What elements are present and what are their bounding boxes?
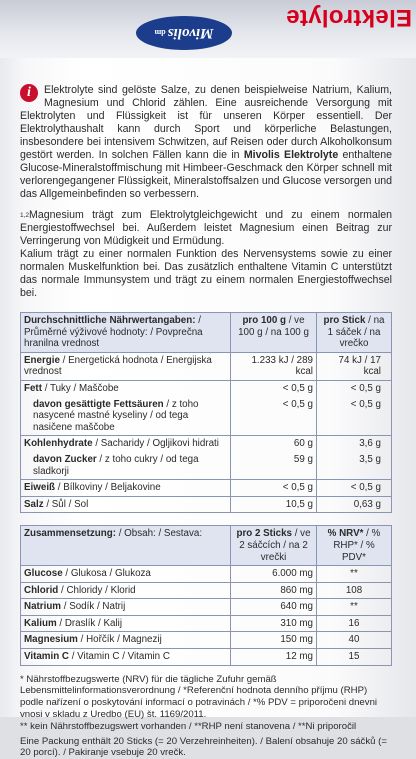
product-title-text: Elektrolyte bbox=[285, 4, 412, 31]
table-row: Energie / Energetická hodnota / Energijska vrednost 1.233 kJ / 289 kcal 74 kJ / 17 kcal bbox=[21, 352, 392, 380]
intro-text-1: Elektrolyte sind gelöste Salze, zu denen beispielweise Natrium, Kalium, Magnesium und Chlorid zählen. Eine ausreichende Versorgung mit Elektrolyten und Flüssigkeit ist für unseren Körper essentiell. Der Elektrolythaushalt kann durch Sport und körperliche Belastungen, insbesondere bei intensivem Schwitzen, auf Reisen oder durch Alkoholkonsum gestört werden. In solchen Fällen kann die in bbox=[20, 84, 392, 161]
logo-text: Mivolis bbox=[167, 25, 214, 42]
table-row: Chlorid / Chloridy / Klorid 860 mg 108 bbox=[21, 582, 392, 599]
nutrition-header-per100: pro 100 g / ve 100 g / na 100 g bbox=[231, 313, 317, 353]
info-icon: i bbox=[20, 84, 38, 102]
nutrition-header-label: Durchschnittliche Nährwertangaben: / Průměrné výživové hodnoty: / Povprečna hranilna vrednost bbox=[21, 313, 231, 353]
intro-brand-bold: Mivolis Elektrolyte bbox=[243, 149, 339, 161]
table-row: Kalium / Draslík / Kalij 310 mg 16 bbox=[21, 615, 392, 632]
kalium-claim-text: Kalium trägt zu einer normalen Funktion des Nervensystems sowie zu einer normalen Muskelfunktion bei. Das zusätzlich enthaltene Vitamin C unterstützt das normale Immunsystem und trägt zu einem normalen Energiestoffwechsel bei. bbox=[20, 248, 392, 299]
table-row: davon gesättigte Fettsäuren / z toho nasycené mastné kyseliny / od tega nasičene maščobe < 0,5 g < 0,5 g bbox=[21, 397, 392, 436]
footnotes bbox=[20, 674, 392, 759]
magnesium-claim-text: Magnesium trägt zum Elektrolytgleichgewicht und zu einem normalen Energiestoffwechsel bei. Außerdem leistet Magnesium einen Beitrag zur Verringerung von Müdigkeit und Ermüdung. bbox=[20, 209, 392, 247]
mivolis-logo bbox=[136, 16, 232, 50]
table-row: Natrium / Sodík / Natrij 640 mg ** bbox=[21, 599, 392, 616]
kalium-claim bbox=[20, 248, 392, 300]
table-row: Glucose / Glukosa / Glukoza 6.000 mg ** bbox=[21, 566, 392, 583]
logo-sub: dm bbox=[154, 28, 166, 38]
table-row: davon Zucker / z toho cukry / od tega sladkorji 59 g 3,5 g bbox=[21, 452, 392, 480]
claim-superscript: 1,2 bbox=[20, 212, 30, 219]
footnote-nrv: * Nährstoffbezugswerte (NRV) für die tägliche Zufuhr gemäß Lebensmittelinformationsverordnung / *Referenční hodnota denního příjmu (RHP) podle nařízení o poskytování informací o potravinách / *% PDV = priporočeni dnevni vnosi v skladu z Uredbo (EU) št. 1169/2011. bbox=[20, 673, 378, 721]
nutrition-header-row bbox=[21, 313, 392, 353]
nutrition-table bbox=[20, 312, 392, 513]
nutrition-header-perstick: pro Stick / na 1 sáček / na vrečko bbox=[317, 313, 392, 353]
table-row: Magnesium / Hořčík / Magnezij 150 mg 40 bbox=[21, 632, 392, 649]
composition-header-nrv: % NRV* / % RHP* / % PDV* bbox=[317, 526, 392, 566]
table-row: Kohlenhydrate / Sacharidy / Ogljikovi hidrati 60 g 3,6 g bbox=[21, 436, 392, 452]
label-content bbox=[20, 84, 392, 759]
composition-header-row bbox=[21, 526, 392, 566]
footnote-no-value: ** kein Nährstoffbezugswert vorhanden / **RHP není stanovena / **Ni priporočil bbox=[20, 720, 357, 732]
magnesium-claim bbox=[20, 209, 392, 248]
intro-text-2: enthaltene Glucose-Mineralstoffmischung mit Himbeer-Geschmack den Körper schnell mit verlorengegangener Flüssigkeit, Mineralstoffsalzen und Glucose versorgen und das Allgemeinbefinden so verbessern. bbox=[20, 149, 392, 200]
composition-header-per2: pro 2 Sticks / ve 2 sáčcích / na 2 vrečki bbox=[231, 526, 317, 566]
composition-table bbox=[20, 525, 392, 665]
composition-header-label: Zusammensetzung: / Obsah: / Sestava: bbox=[21, 526, 231, 566]
table-row: Salz / Sůl / Sol 10,5 g 0,63 g bbox=[21, 496, 392, 513]
intro-paragraph bbox=[20, 84, 392, 201]
package-contents-note: Eine Packung enthält 20 Sticks (= 20 Verzehreinheiten). / Balení obsahuje 20 sáčků (= 20 porcí). / Pakiranje vsebuje 20 vrečk. bbox=[20, 735, 387, 759]
table-row: Eiweiß / Bílkoviny / Beljakovine < 0,5 g < 0,5 g bbox=[21, 480, 392, 497]
table-row: Vitamin C / Vitamin C / Vitamin C 12 mg 15 bbox=[21, 649, 392, 666]
table-row: Fett / Tuky / Maščobe < 0,5 g < 0,5 g bbox=[21, 380, 392, 396]
